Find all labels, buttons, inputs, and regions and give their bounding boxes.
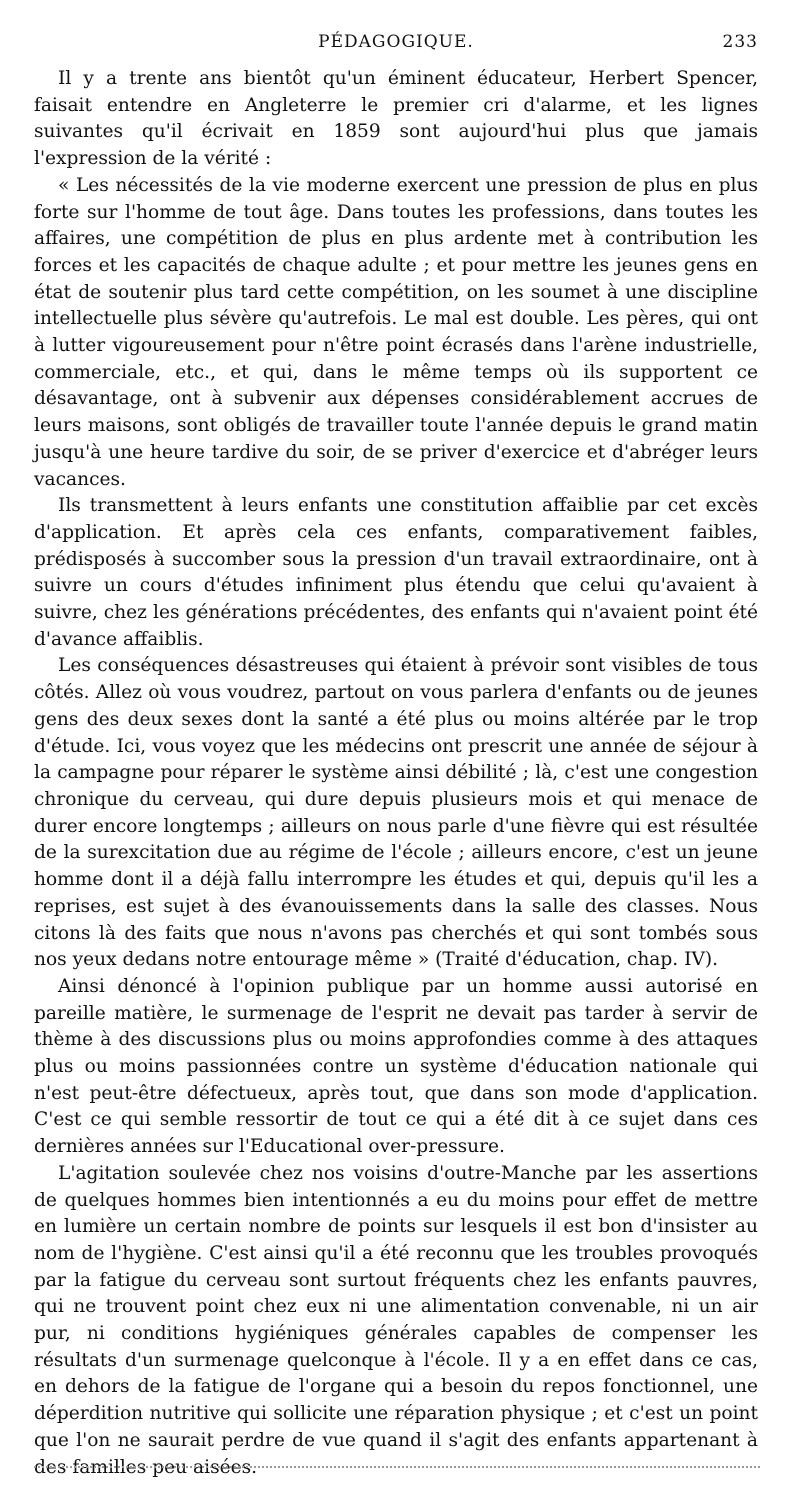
body-text [34,66,758,1481]
paragraph-4: Les conséquences désastreuses qui étaient à prévoir sont visibles de tous côtés. Allez où vous voudrez, partout on vous parlera d'enfants ou de jeunes gens des deux sexes dont la santé a été plus ou moins altérée par le trop d'étude. Ici, vous voyez que les médecins ont prescrit une année de séjour à la campagne pour réparer le système ainsi débilité ; là, c'est une congestion chronique du cerveau, qui dure depuis plusieurs mois et qui menace de durer encore longtemps ; ailleurs on nous parle d'une fièvre qui est résultée de la surexcitation due au régime de l'école ; ailleurs encore, c'est un jeune homme dont il a déjà fallu interrompre les études et qui, depuis qu'il les a reprises, est sujet à des évanouissements dans la salle des classes. Nous citons là des faits que nous n'avons pas cherchés et qui sont tombés sous nos yeux dedans notre entourage même » (Traité d'éducation, chap. IV). [34,655,758,971]
page-number: 233 [722,32,758,52]
paragraph-6: L'agitation soulevée chez nos voisins d'outre-Manche par les assertions de quelques hommes bien intentionnés a eu du moins pour effet de mettre en lumière un certain nombre de points sur lesquels il est bon d'insister au nom de l'hygiène. C'est ainsi qu'il a été reconnu que les troubles provoqués par la fatigue du cerveau sont surtout fréquents chez les enfants pauvres, qui ne trouvent point chez eux ni une alimentation convenable, ni un air pur, ni conditions hygiéniques générales capables de compenser les résultats d'un surmenage quelconque à l'école. Il y a en effet dans ce cas, en dehors de la fatigue de l'organe qui a besoin du repos fonctionnel, une déperdition nutritive qui sollicite une réparation physique ; et c'est un point que l'on ne saurait perdre de vue quand il s'agit des enfants appartenant à des familles peu aisées. [34,1162,758,1478]
running-title: PÉDAGOGIQUE. [318,32,474,52]
paragraph-5: Ainsi dénoncé à l'opinion publique par un homme aussi autorisé en pareille matière, le surmenage de l'esprit ne devait pas tarder à servir de thème à des discussions plus ou moins approfondies comme à des attaques plus ou moins passionnées contre un système d'éducation nationale qui n'est peut-être défectueux, après tout, que dans son mode d'application. C'est ce qui semble ressortir de tout ce qui a été dit à ce sujet dans ces dernières années sur l'Educational over-pressure. [34,975,758,1158]
book-page [34,26,758,1481]
bottom-rule [34,1466,760,1468]
paragraph-1: Il y a trente ans bientôt qu'un éminent éducateur, Herbert Spencer, faisait entendre en Angleterre le premier cri d'alarme, et les lignes suivantes qu'il écrivait en 1859 sont aujourd'hui plus que jamais l'expression de la vérité : [34,68,758,170]
paragraph-2: « Les nécessités de la vie moderne exercent une pression de plus en plus forte sur l'homme de tout âge. Dans toutes les professions, dans toutes les affaires, une compétition de plus en plus ardente met à contribution les forces et les capacités de chaque adulte ; et pour mettre les jeunes gens en état de soutenir plus tard cette compétition, on les soumet à une discipline intellectuelle plus sévère qu'autrefois. Le mal est double. Les pères, qui ont à lutter vigoureusement pour n'être point écrasés dans l'arène industrielle, commerciale, etc., et qui, dans le même temps où ils supportent ce désavantage, ont à subvenir aux dépenses considérablement accrues de leurs maisons, sont obligés de travailler toute l'année depuis le grand matin jusqu'à une heure tardive du soir, de se priver d'exercice et d'abréger leurs vacances. [34,174,758,490]
paragraph-3: Ils transmettent à leurs enfants une constitution affaiblie par cet excès d'application. Et après cela ces enfants, comparativement faibles, prédisposés à succomber sous la pression d'un travail extraordinaire, ont à suivre un cours d'études infiniment plus étendu que celui qu'avaient à suivre, chez les générations précédentes, des enfants qui n'avaient point été d'avance affaiblis. [34,495,758,650]
running-header [34,26,758,66]
